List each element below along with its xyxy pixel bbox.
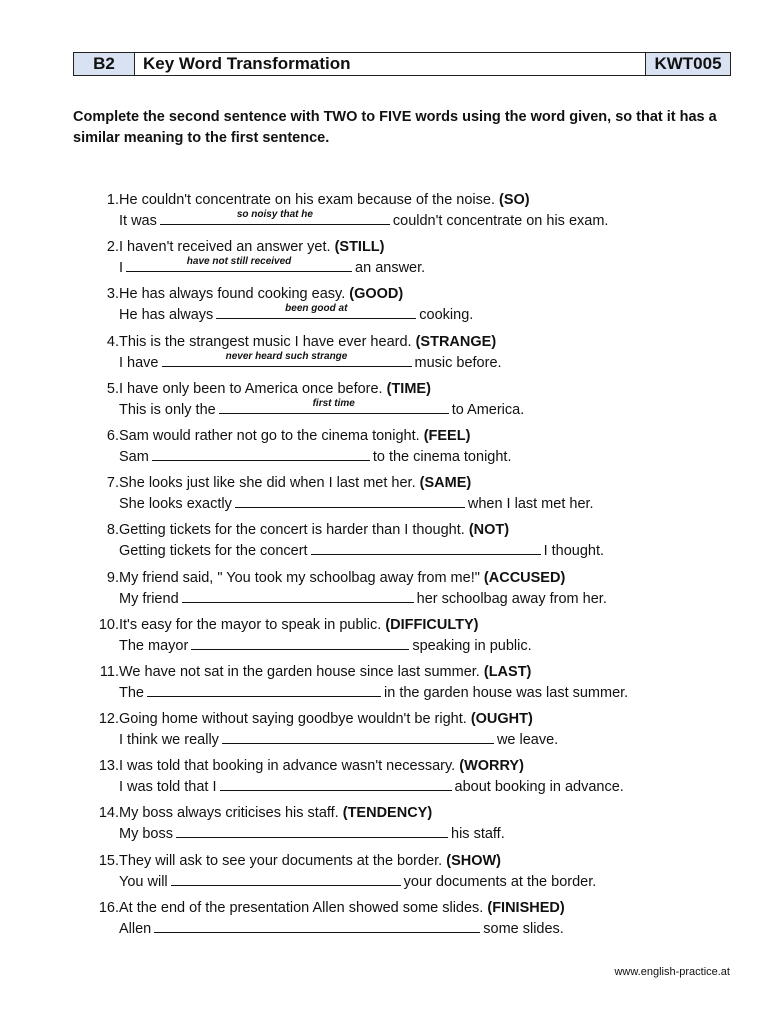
key-word: (FEEL) [423, 427, 471, 444]
exercise-item [73, 426, 733, 473]
answer-gap[interactable] [235, 493, 465, 508]
transformed-sentence: Allen some slides. [119, 918, 565, 939]
answer-gap[interactable] [154, 918, 480, 933]
answer-gap[interactable] [176, 823, 448, 838]
transformed-sentence: The mayor speaking in public. [119, 635, 532, 656]
answer-gap[interactable] [191, 635, 409, 650]
worksheet-title: Key Word Transformation [135, 53, 646, 75]
exercise-item [73, 615, 733, 662]
key-word: (SHOW) [446, 852, 501, 869]
answer-gap[interactable] [219, 399, 449, 414]
key-word: (OUGHT) [470, 711, 533, 728]
original-sentence: It's easy for the mayor to speak in public. (DIFFICULTY) [119, 616, 479, 633]
exercise-item [73, 190, 733, 237]
original-sentence: Going home without saying goodbye wouldn't be right. (OUGHT) [119, 711, 533, 728]
key-word: (ACCUSED) [483, 569, 566, 586]
transformed-sentence: My friend her schoolbag away from her. [119, 588, 607, 609]
transformed-sentence: I have never heard such strange music before. [119, 352, 502, 373]
item-number: 12. [98, 711, 119, 728]
item-number: 6. [106, 427, 119, 444]
answer-gap[interactable] [220, 776, 452, 791]
answer-gap[interactable] [222, 729, 494, 744]
transformed-sentence: He has always been good at cooking. [119, 304, 473, 325]
transformed-sentence: I think we really we leave. [119, 729, 558, 750]
answer-gap[interactable] [147, 682, 381, 697]
transformed-sentence: This is only the first time to America. [119, 399, 524, 420]
original-sentence: He has always found cooking easy. (GOOD) [119, 286, 404, 303]
key-word: (SO) [499, 192, 530, 208]
key-word: (SAME) [419, 475, 472, 492]
transformed-sentence: Sam to the cinema tonight. [119, 446, 511, 467]
answer-gap[interactable] [152, 446, 370, 461]
transformed-sentence: The in the garden house was last summer. [119, 682, 628, 703]
item-number: 10. [98, 616, 119, 633]
transformed-sentence: My boss his staff. [119, 823, 505, 844]
handwritten-answer: first time [312, 397, 355, 409]
original-sentence: We have not sat in the garden house since last summer. (LAST) [119, 663, 532, 680]
key-word: (GOOD) [349, 286, 404, 303]
transformed-sentence: Getting tickets for the concert I thought. [119, 540, 604, 561]
handwritten-answer: been good at [285, 303, 348, 315]
exercise-list [73, 190, 733, 945]
original-sentence: I was told that booking in advance wasn't necessary. (WORRY) [119, 758, 524, 775]
original-sentence: This is the strangest music I have ever heard. (STRANGE) [119, 333, 497, 350]
instructions: Complete the second sentence with TWO to FIVE words using the word given, so that it has a similar meaning to the first sentence. [73, 109, 717, 146]
item-number: 11. [99, 663, 119, 680]
exercise-item [73, 473, 733, 520]
answer-gap[interactable] [126, 257, 352, 272]
key-word: (TENDENCY) [342, 805, 433, 822]
answer-gap[interactable] [160, 210, 390, 225]
key-word: (DIFFICULTY) [385, 616, 479, 633]
original-sentence: At the end of the presentation Allen showed some slides. (FINISHED) [119, 899, 565, 916]
item-number: 13. [98, 758, 119, 775]
exercise-item [73, 851, 733, 898]
item-number: 8. [106, 522, 119, 539]
item-number: 9. [106, 569, 119, 586]
answer-gap[interactable] [182, 588, 414, 603]
answer-gap[interactable] [311, 540, 541, 555]
exercise-item [73, 520, 733, 567]
transformed-sentence: I was told that I about booking in advance. [119, 776, 624, 797]
item-number: 16. [98, 899, 119, 916]
level-cell: B2 [74, 53, 135, 75]
worksheet-header [73, 52, 731, 76]
exercise-item [73, 709, 733, 756]
key-word: (STILL) [334, 239, 385, 256]
key-word: (STRANGE) [415, 333, 497, 350]
exercise-item [73, 284, 733, 331]
original-sentence: Getting tickets for the concert is harder than I thought. (NOT) [119, 522, 510, 539]
transformed-sentence: She looks exactly when I last met her. [119, 493, 594, 514]
exercise-item [73, 568, 733, 615]
original-sentence: He couldn't concentrate on his exam because of the noise. (SO) [119, 192, 530, 208]
key-word: (FINISHED) [487, 899, 565, 916]
item-number: 1. [106, 192, 119, 208]
original-sentence: She looks just like she did when I last met her. (SAME) [119, 475, 472, 492]
key-word: (LAST) [483, 663, 532, 680]
exercise-item [73, 332, 733, 379]
exercise-item [73, 898, 733, 945]
exercise-item [73, 756, 733, 803]
handwritten-answer: never heard such strange [225, 350, 348, 362]
item-number: 4. [106, 333, 119, 350]
key-word: (TIME) [386, 380, 431, 397]
footer-url: www.english-practice.at [614, 966, 730, 978]
item-number: 2. [106, 239, 119, 256]
item-number: 3. [106, 286, 119, 303]
handwritten-answer: have not still received [186, 256, 292, 268]
item-number: 5. [106, 380, 119, 397]
original-sentence: I haven't received an answer yet. (STILL) [119, 239, 385, 256]
original-sentence: Sam would rather not go to the cinema tonight. (FEEL) [119, 427, 471, 444]
key-word: (NOT) [468, 522, 510, 539]
answer-gap[interactable] [216, 304, 416, 319]
original-sentence: My boss always criticises his staff. (TENDENCY) [119, 805, 433, 822]
original-sentence: They will ask to see your documents at the border. (SHOW) [119, 852, 501, 869]
answer-gap[interactable] [171, 871, 401, 886]
exercise-item [73, 662, 733, 709]
answer-gap[interactable] [162, 352, 412, 367]
exercise-item [73, 237, 733, 284]
original-sentence: My friend said, " You took my schoolbag away from me!" (ACCUSED) [119, 569, 566, 586]
original-sentence: I have only been to America once before. (TIME) [119, 380, 431, 397]
key-word: (WORRY) [459, 758, 524, 775]
item-number: 7. [106, 475, 119, 492]
worksheet-code: KWT005 [646, 53, 730, 75]
transformed-sentence: I have not still received an answer. [119, 257, 425, 278]
handwritten-answer: so noisy that he [236, 209, 313, 220]
item-number: 15. [98, 852, 119, 869]
transformed-sentence: You will your documents at the border. [119, 871, 596, 892]
exercise-item [73, 803, 733, 850]
item-number: 14. [98, 805, 119, 822]
transformed-sentence: It was so noisy that he couldn't concentrate on his exam. [119, 210, 608, 231]
exercise-item [73, 379, 733, 426]
